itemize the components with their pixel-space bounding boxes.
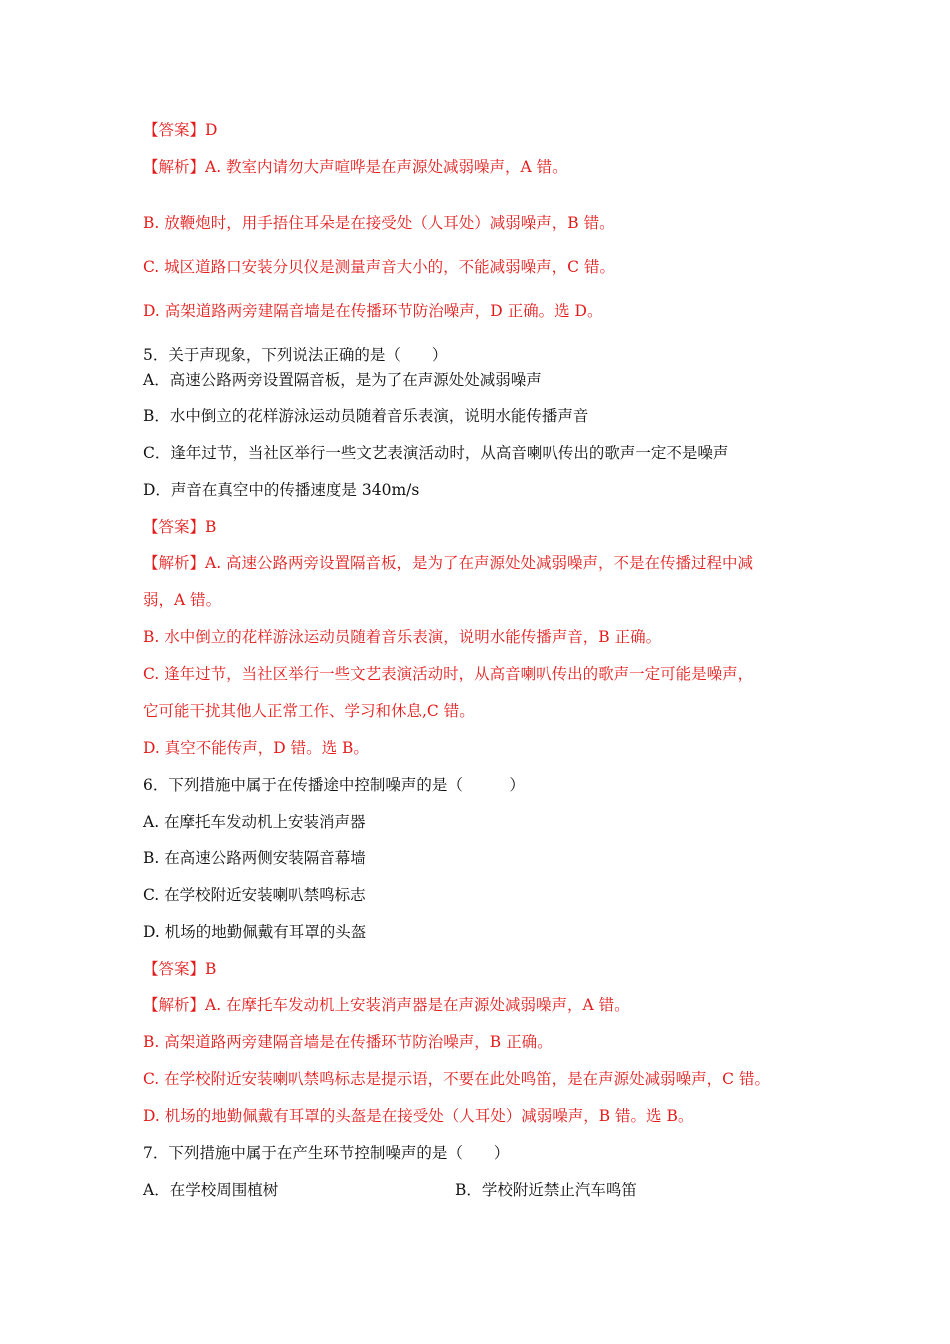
option-line: D. 机场的地勤佩戴有耳罩的头盔 bbox=[143, 923, 367, 941]
analysis-line: B. 水中倒立的花样游泳运动员随着音乐表演，说明水能传播声音，B 正确。 bbox=[143, 628, 662, 646]
option-line: A．高速公路两旁设置隔音板，是为了在声源处处减弱噪声 bbox=[143, 371, 542, 389]
analysis-line: B. 高架道路两旁建隔音墙是在传播环节防治噪声，B 正确。 bbox=[143, 1033, 553, 1051]
analysis-line: D. 真空不能传声，D 错。选 B。 bbox=[143, 739, 369, 757]
option-line: D．声音在真空中的传播速度是 340m/s bbox=[143, 481, 420, 499]
answer-label: 【答案】B bbox=[143, 518, 217, 536]
option-line: B．水中倒立的花样游泳运动员随着音乐表演，说明水能传播声音 bbox=[143, 407, 589, 425]
analysis-line: 【解析】A. 在摩托车发动机上安装消声器是在声源处减弱噪声，A 错。 bbox=[143, 996, 630, 1014]
analysis-line: C. 逢年过节，当社区举行一些文艺表演活动时，从高音喇叭传出的歌声一定可能是噪声， bbox=[143, 665, 754, 683]
option-line: B. 在高速公路两侧安装隔音幕墙 bbox=[143, 849, 366, 867]
answer-label: 【答案】B bbox=[143, 960, 217, 978]
analysis-line: 【解析】A. 高速公路两旁设置隔音板，是为了在声源处处减弱噪声，不是在传播过程中减 bbox=[143, 554, 754, 572]
question-6: 6．下列措施中属于在传播途中控制噪声的是（ ） bbox=[143, 776, 525, 794]
analysis-line: D. 机场的地勤佩戴有耳罩的头盔是在接受处（人耳处）减弱噪声，B 错。选 B。 bbox=[143, 1107, 694, 1125]
analysis-line: B. 放鞭炮时，用手捂住耳朵是在接受处（人耳处）减弱噪声，B 错。 bbox=[143, 214, 615, 232]
option-line: C．逢年过节，当社区举行一些文艺表演活动时，从高音喇叭传出的歌声一定不是噪声 bbox=[143, 444, 729, 462]
analysis-line: 弱，A 错。 bbox=[143, 591, 222, 609]
analysis-line: C. 在学校附近安装喇叭禁鸣标志是提示语，不要在此处鸣笛，是在声源处减弱噪声，C 错。 bbox=[143, 1070, 770, 1088]
option-line: A. 在摩托车发动机上安装消声器 bbox=[143, 813, 366, 831]
option-line: C. 在学校附近安装喇叭禁鸣标志 bbox=[143, 886, 366, 904]
analysis-line: D. 高架道路两旁建隔音墙是在传播环节防治噪声，D 正确。选 D。 bbox=[143, 302, 603, 320]
analysis-line: 它可能干扰其他人正常工作、学习和休息,C 错。 bbox=[143, 702, 475, 720]
option-b: B．学校附近禁止汽车鸣笛 bbox=[455, 1181, 637, 1199]
question-5: 5．关于声现象，下列说法正确的是（ ） bbox=[143, 346, 448, 364]
analysis-line: C. 城区道路口安装分贝仪是测量声音大小的，不能减弱噪声，C 错。 bbox=[143, 258, 615, 276]
answer-label: 【答案】D bbox=[143, 121, 218, 139]
analysis-line: 【解析】A. 教室内请勿大声喧哗是在声源处减弱噪声，A 错。 bbox=[143, 158, 568, 176]
option-a: A．在学校周围植树 bbox=[143, 1181, 279, 1199]
question-7: 7．下列措施中属于在产生环节控制噪声的是（ ） bbox=[143, 1144, 510, 1162]
